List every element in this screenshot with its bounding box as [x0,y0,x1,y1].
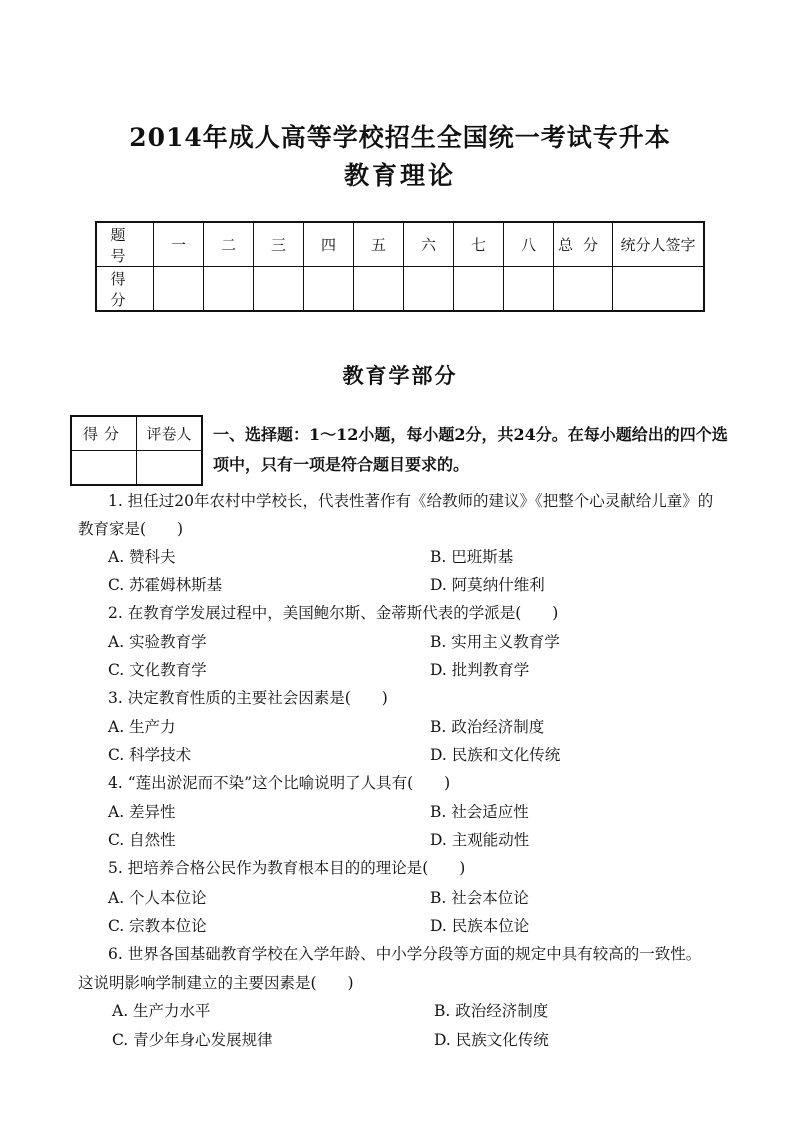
question-1-option-c: C. 苏霍姆林斯基 [108,576,223,594]
score-cell [204,267,254,312]
question-4-option-b: B. 社会适应性 [430,803,529,821]
question-1-stem: 1. 担任过20年农村中学校长，代表性著作有《给教师的建议》《把整个心灵献给儿童》的 [108,492,714,510]
score-cell [254,267,304,312]
score-column-1: 一 [154,222,204,267]
question-2-option-a: A. 实验教育学 [108,633,207,651]
score-column-signer: 统分人签字 [613,222,705,267]
question-3-option-d: D. 民族和文化传统 [430,746,561,764]
score-table-header-row [96,222,704,267]
question-2-option-b: B. 实用主义教育学 [430,633,560,651]
score-cell [354,267,404,312]
grader-header-row [71,416,202,451]
score-cell [304,267,354,312]
question-6-stem-cont: 这说明影响学制建立的主要因素是( ) [78,974,354,992]
question-4-stem: 4. “莲出淤泥而不染”这个比喻说明了人具有( ) [108,774,451,792]
question-6-option-d: D. 民族文化传统 [434,1031,549,1049]
question-2-option-c: C. 文化教育学 [108,661,207,679]
score-cell [504,267,554,312]
score-column-total: 总分 [554,222,613,267]
question-2-stem: 2. 在教育学发展过程中，美国鲍尔斯、金蒂斯代表的学派是( ) [108,604,559,622]
exam-subject: 教育理论 [343,161,456,190]
grader-box [70,415,203,486]
question-2-option-d: D. 批判教育学 [430,661,530,679]
score-table-score-row [96,267,704,312]
question-4-option-a: A. 差异性 [108,803,176,821]
score-cell [454,267,504,312]
instruction-line-1: 一、选择题：1～12小题，每小题2分，共24分。在每小题给出的四个选 [213,425,728,444]
grader-score-label: 得分 [71,416,137,451]
score-row-label: 得分 [96,267,154,312]
grader-reviewer-cell [137,451,203,486]
grader-reviewer-label: 评卷人 [137,416,203,451]
question-5-option-d: D. 民族本位论 [430,917,530,935]
score-column-6: 六 [404,222,454,267]
score-column-4: 四 [304,222,354,267]
question-1-option-b: B. 巴班斯基 [430,548,514,566]
score-table-row-label: 题号 [96,222,154,267]
question-1-option-d: D. 阿莫纳什维利 [430,576,545,594]
question-6-option-c: C. 青少年身心发展规律 [112,1031,273,1049]
grader-empty-row [71,451,202,486]
question-1-stem-cont: 教育家是( ) [78,520,184,538]
question-5-option-c: C. 宗教本位论 [108,917,207,935]
section-instruction [213,420,733,480]
exam-title: 2014年成人高等学校招生全国统一考试专升本 [129,123,671,152]
score-column-5: 五 [354,222,404,267]
question-6-stem: 6. 世界各国基础教育学校在入学年龄、中小学分段等方面的规定中具有较高的一致性。 [108,945,702,963]
score-column-7: 七 [454,222,504,267]
question-3-stem: 3. 决定教育性质的主要社会因素是( ) [108,689,388,707]
question-6-option-a: A. 生产力水平 [112,1002,211,1020]
question-5-stem: 5. 把培养合格公民作为教育根本目的的理论是( ) [108,859,466,877]
score-column-3: 三 [254,222,304,267]
score-table [95,221,705,312]
score-cell-signer [613,267,705,312]
score-column-2: 二 [204,222,254,267]
question-6-option-b: B. 政治经济制度 [434,1002,549,1020]
question-4-option-c: C. 自然性 [108,831,176,849]
score-column-8: 八 [504,222,554,267]
section-title: 教育学部分 [342,363,458,388]
question-3-option-a: A. 生产力 [108,718,176,736]
score-cell [154,267,204,312]
grader-score-cell [71,451,137,486]
question-5-option-a: A. 个人本位论 [108,889,207,907]
question-3-option-c: C. 科学技术 [108,746,192,764]
question-5-option-b: B. 社会本位论 [430,889,529,907]
instruction-line-2: 项中，只有一项是符合题目要求的。 [213,455,470,474]
score-cell [404,267,454,312]
question-3-option-b: B. 政治经济制度 [430,718,545,736]
question-4-option-d: D. 主观能动性 [430,831,530,849]
question-1-option-a: A. 赞科夫 [108,548,176,566]
score-cell-total [554,267,613,312]
